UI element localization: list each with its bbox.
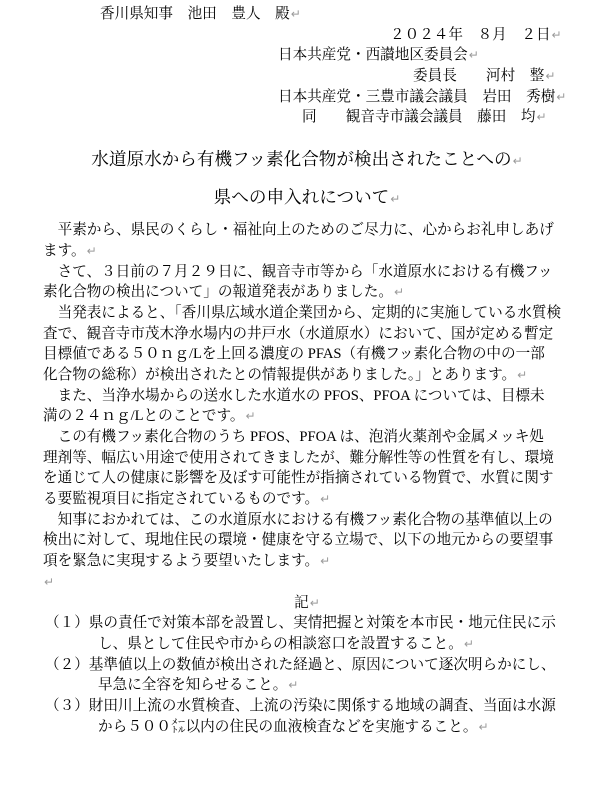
text-line [43, 468, 571, 489]
text-line [98, 634, 571, 655]
text-line [45, 696, 571, 717]
paragraph-mark-icon: ↵ [86, 243, 97, 258]
paragraph-mark-icon: ↵ [309, 595, 320, 610]
paragraph-mark-icon [545, 347, 546, 361]
text-line [43, 365, 571, 386]
text-line [413, 66, 571, 87]
text-line [43, 448, 571, 469]
paragraph-mark-icon [552, 265, 553, 279]
text-line [43, 241, 571, 262]
text-line-content: 香川県知事 池田 豊人 殿 [100, 6, 290, 22]
text-line [43, 551, 571, 572]
text-line-content: 日本共産党・三豊市議会議員 岩田 秀樹 [278, 88, 556, 105]
text-line-content: を通じて人の健康に影響を及ぼす可能性が指摘されている物質で、水質に関す [43, 470, 554, 487]
paragraph-mark-icon: ↵ [463, 636, 474, 651]
paragraph-mark-icon [556, 616, 557, 630]
paragraph-mark-icon [554, 471, 555, 485]
text-line-content: ２０２４年 ８月 ２日 [390, 26, 551, 43]
text-line-content: ます。 [43, 242, 86, 259]
text-line-content: 記 [294, 594, 309, 611]
text-line [43, 510, 571, 531]
paragraph-mark-icon: ↵ [468, 48, 479, 63]
paragraph-mark-icon: ↵ [290, 7, 301, 21]
text-line [43, 406, 571, 427]
text-line-content: 理剤等、幅広い用途で使用されてきましたが、難分解性等の性質を有し、環境 [43, 449, 554, 466]
text-line [43, 344, 571, 365]
text-line [43, 178, 571, 216]
text-line [100, 4, 571, 25]
paragraph-mark-icon [554, 451, 555, 465]
text-line-content: （１）県の責任で対策本部を設置し、実情把握と対策を本市民・地元住民に示 [45, 615, 556, 632]
text-line-content: 知事におかれては、この水道原水における有機フッ素化合物の基準値以上の [43, 511, 553, 528]
text-line [43, 530, 571, 551]
paragraph-mark-icon: ↵ [536, 110, 547, 125]
paragraph-mark-icon [556, 699, 557, 713]
paragraph-mark-icon: ↵ [320, 554, 331, 569]
paragraph-mark-icon: ↵ [545, 69, 556, 84]
text-line [45, 613, 571, 634]
text-line-content: 当発表によると、「香川県広域水道企業団から、定期的に実施している水質検 [43, 304, 562, 321]
text-line [43, 593, 571, 614]
text-line [278, 87, 571, 108]
text-line-content: 項を緊急に実現するよう要望いたします。 [43, 553, 320, 570]
paragraph-mark-icon: ↵ [556, 89, 567, 104]
text-line-content: 目標値である５０ｎｇ/Lを上回る濃度の PFAS（有機フッ素化合物の中の一部 [43, 346, 545, 363]
text-line-content: から５００㍍以内の住民の血液検査などを実施すること。 [98, 718, 478, 735]
text-line-content: 化合物の総称）が検出されたとの情報提供がありました。」とあります。 [43, 366, 517, 383]
text-line-content: し、県として住民や市からの相談窓口を設置すること。 [98, 635, 463, 652]
text-line [43, 303, 571, 324]
paragraph-mark-icon: ↵ [551, 27, 562, 42]
text-line-content: 日本共産党・西讃地区委員会 [278, 47, 468, 64]
text-line-content: 水道原水から有機フッ素化合物が検出されたことへの [91, 149, 512, 170]
text-line [43, 282, 571, 303]
paragraph-mark-icon: ↵ [44, 574, 55, 589]
paragraph-mark-icon: ↵ [517, 367, 528, 382]
text-line-content: 素化合物の検出について」の報道発表がありました。 [43, 284, 393, 301]
text-line-content: る要監視項目に指定されているものです。 [43, 491, 320, 508]
text-line-content: 県への申入れについて [213, 187, 390, 208]
text-line-content: この有機フッ素化合物のうち PFOS、PFOA は、泡消火薬剤や金属メッキ処 [43, 429, 544, 445]
text-line-content: 満の２４ｎｇ/Lとのことです。 [43, 408, 245, 425]
paragraph-mark-icon: ↵ [512, 154, 523, 169]
text-line-content: 委員長 河村 整 [413, 68, 545, 85]
paragraph-mark-icon [553, 327, 554, 341]
text-line-content: また、当浄水場からの送水した水道水の PFOS、PFOA については、目標未 [43, 387, 545, 404]
paragraph-mark-icon: ↵ [390, 192, 401, 207]
paragraph-mark-icon [544, 430, 545, 444]
text-line-content: さて、３日前の７月２９日に、観音寺市等から「水道原水における有機フッ [43, 263, 553, 280]
text-line-content: 早急に全容を知らせること。 [98, 677, 288, 694]
text-line [43, 324, 571, 345]
text-line [43, 489, 571, 510]
text-line-content: 検出に対して、現地住民の環境・健康を守る立場で、以下の地元からの要望事 [43, 532, 554, 549]
paragraph-mark-icon: ↵ [478, 719, 489, 734]
text-line [45, 655, 571, 676]
paragraph-mark-icon: ↵ [320, 492, 331, 507]
text-line [302, 107, 571, 128]
text-line-content: 査で、観音寺市茂木浄水場内の井戸水（水道原水）において、国が定める暫定 [43, 325, 554, 342]
text-line [98, 675, 571, 696]
paragraph-mark-icon: ↵ [288, 678, 299, 693]
text-line [43, 427, 571, 448]
paragraph-mark-icon [561, 306, 562, 320]
text-line-content: 同 観音寺市議会議員 藤田 均 [302, 109, 536, 126]
text-line [390, 25, 571, 46]
text-line [43, 140, 571, 178]
text-line [43, 572, 571, 593]
paragraph-mark-icon [553, 513, 554, 527]
text-line [98, 717, 571, 738]
paragraph-mark-icon: ↵ [393, 285, 405, 300]
paragraph-mark-icon: ↵ [245, 409, 256, 424]
paragraph-mark-icon [556, 658, 557, 672]
text-line-content: （３）財田川上流の水質検査、上流の汚染に関係する地域の調査、当面は水源 [45, 697, 556, 714]
text-line-content: 平素から、県民のくらし・福祉向上のためのご尽力に、心からお礼申しあげ [43, 222, 554, 239]
text-line-content: （２）基準値以上の数値が検出された経過と、原因について逐次明らかにし、 [45, 656, 556, 673]
paragraph-mark-icon [554, 223, 555, 237]
text-line [278, 45, 571, 66]
text-line [43, 220, 571, 241]
text-line [43, 386, 571, 407]
paragraph-mark-icon [545, 389, 546, 403]
text-line [43, 262, 571, 283]
paragraph-mark-icon [553, 533, 554, 547]
